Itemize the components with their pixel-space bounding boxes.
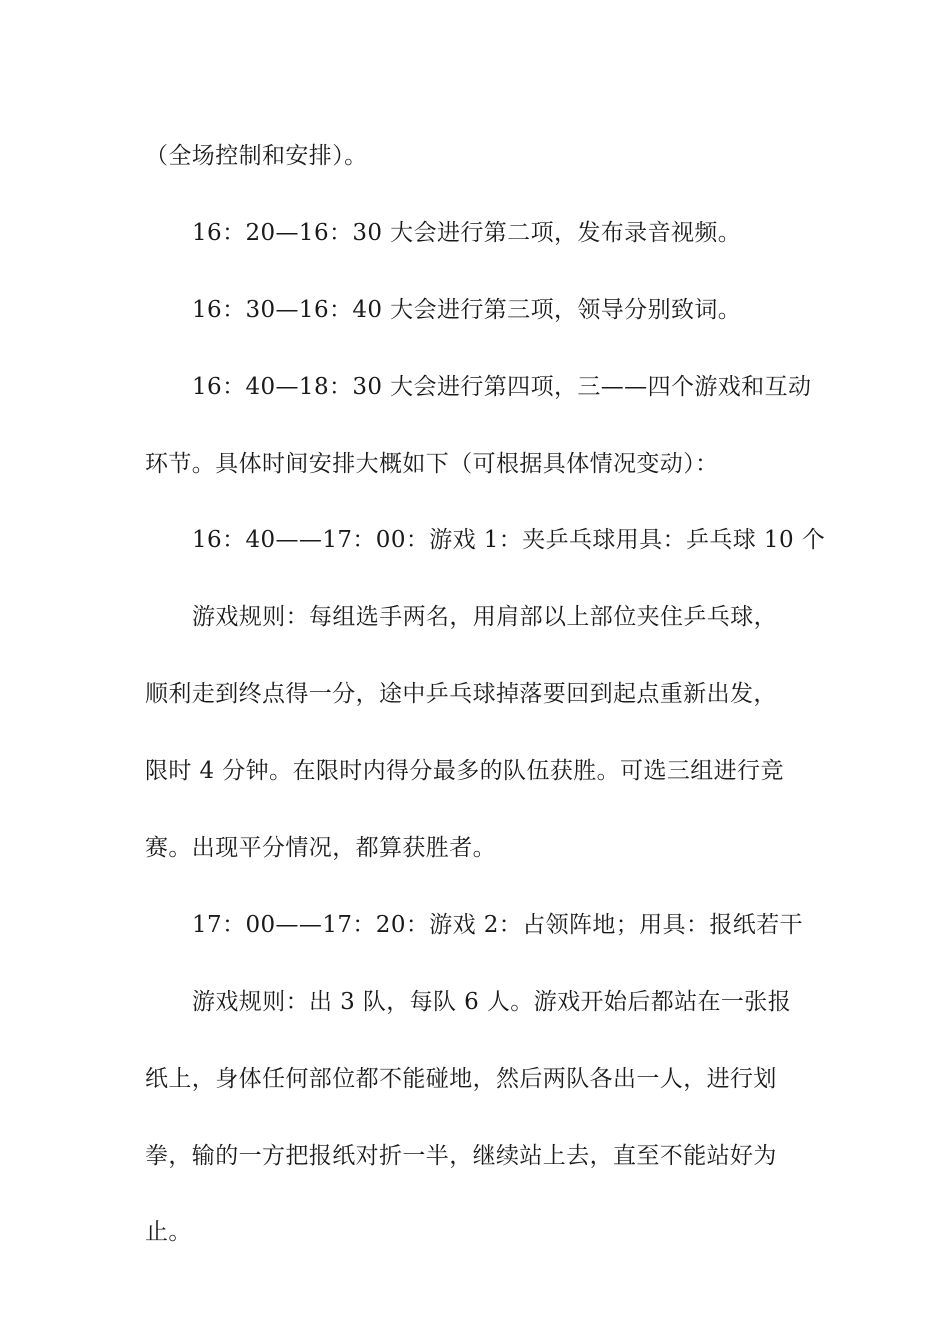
text-line: 环节。具体时间安排大概如下（可根据具体情况变动）： (145, 450, 719, 477)
text-line: 16：40—18：30 大会进行第四项，三——四个游戏和互动 (192, 373, 812, 400)
text-line: 16：40——17：00：游戏 1：夹乒乓球用具：乒乓球 10 个 (192, 527, 826, 554)
text-line: 纸上，身体任何部位都不能碰地，然后两队各出一人，进行划 (145, 1065, 777, 1092)
text-line: 游戏规则：出 3 队，每队 6 人。游戏开始后都站在一张报 (192, 988, 792, 1015)
text-line: （全场控制和安排）。 (145, 143, 368, 169)
text-line: 止。 (145, 1219, 192, 1246)
text-line: 游戏规则：每组选手两名，用肩部以上部位夹住乒乓球， (192, 604, 777, 631)
text-line: 17：00——17：20：游戏 2：占领阵地；用具：报纸若干 (192, 911, 804, 938)
text-line: 拳，输的一方把报纸对折一半，继续站上去，直至不能站好为 (145, 1142, 777, 1169)
document-body (145, 118, 826, 1271)
text-line: 赛。出现平分情况，都算获胜者。 (145, 835, 496, 862)
text-line: 限时 4 分钟。在限时内得分最多的队伍获胜。可选三组进行竞 (145, 758, 784, 785)
text-line: 16：20—16：30 大会进行第二项，发布录音视频。 (192, 219, 742, 246)
text-line: 顺利走到终点得一分，途中乒乓球掉落要回到起点重新出发， (145, 681, 777, 708)
text-line: 16：30—16：40 大会进行第三项，领导分别致词。 (192, 296, 742, 323)
